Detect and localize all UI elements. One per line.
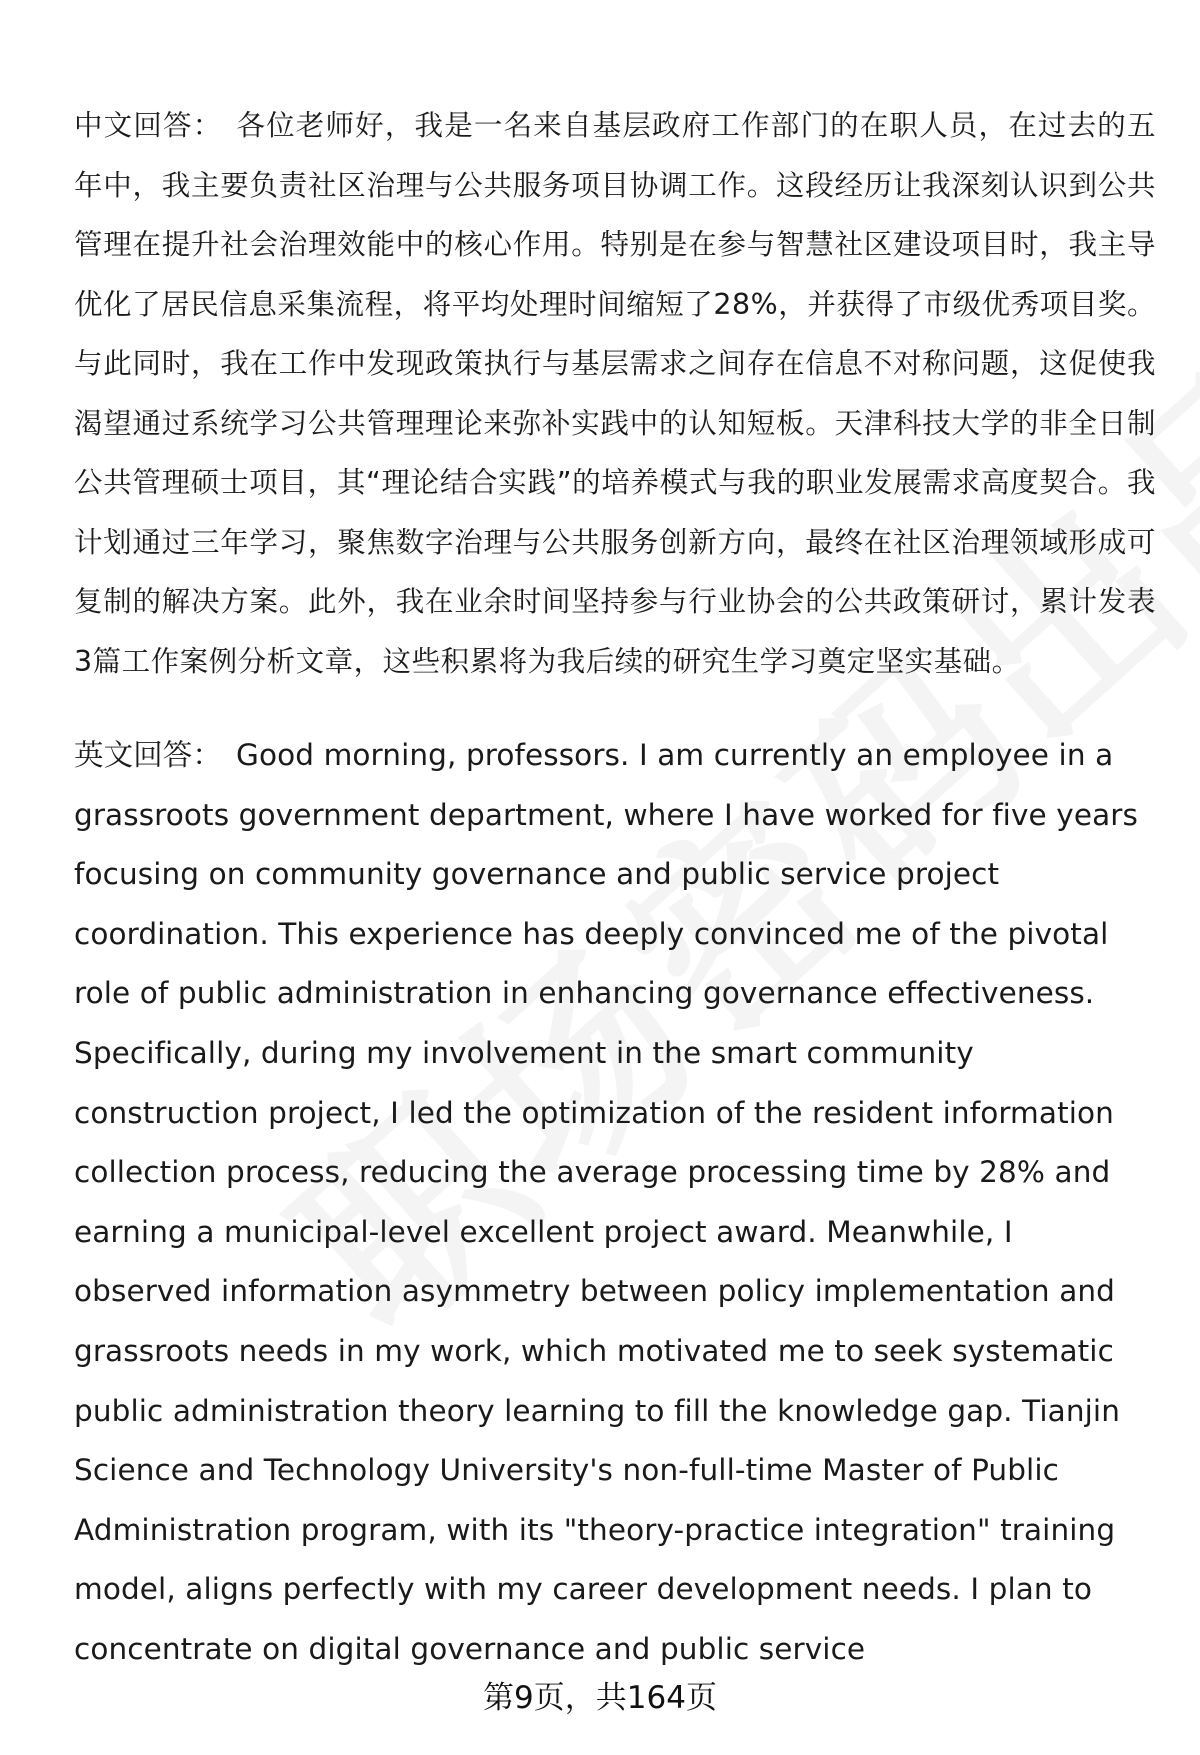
english-answer-paragraph: [74, 726, 1156, 1680]
chinese-answer-paragraph: [74, 96, 1156, 691]
chinese-answer-text: 各位老师好，我是一名来自基层政府工作部门的在职人员，在过去的五年中，我主要负责社区治理与公共服务项目协调工作。这段经历让我深刻认识到公共管理在提升社会治理效能中的核心作用。特别是在参与智慧社区建设项目时，我主导优化了居民信息采集流程，将平均处理时间缩短了28%，并获得了市级优秀项目奖。与此同时，我在工作中发现政策执行与基层需求之间存在信息不对称问题，这促使我渴望通过系统学习公共管理理论来弥补实践中的认知短板。天津科技大学的非全日制公共管理硕士项目，其“理论结合实践”的培养模式与我的职业发展需求高度契合。我计划通过三年学习，聚焦数字治理与公共服务创新方向，最终在社区治理领域形成可复制的解决方案。此外，我在业余时间坚持参与行业协会的公共政策研讨，累计发表3篇工作案例分析文章，这些积累将为我后续的研究生学习奠定坚实基础。: [74, 109, 1156, 678]
english-answer-label: 英文回答：: [74, 738, 223, 772]
page-number: 第9页，共164页: [483, 1680, 717, 1716]
document-body: [74, 96, 1156, 1680]
english-answer-text: Good morning, professors. I am currently an employee in a grassroots government department, where I have worked for five years focusing on community governance and public service project coordination. This experience has deeply convinced me of the pivotal role of public administration in enhancing governance effectiveness. Specifically, during my involvement in the smart community construction project, I led the optimization of the resident information collection process, reducing the average processing time by 28% and earning a municipal-level excellent project award. Meanwhile, I observed information asymmetry between policy implementation and grassroots needs in my work, which motivated me to seek systematic public administration theory learning to fill the knowledge gap. Tianjin Science and Technology University's non-full-time Master of Public Administration program, with its "theory-practice integration" training model, aligns perfectly with my career development needs. I plan to concentrate on digital governance and public service: [74, 738, 1138, 1666]
chinese-answer-label: 中文回答：: [74, 109, 223, 142]
